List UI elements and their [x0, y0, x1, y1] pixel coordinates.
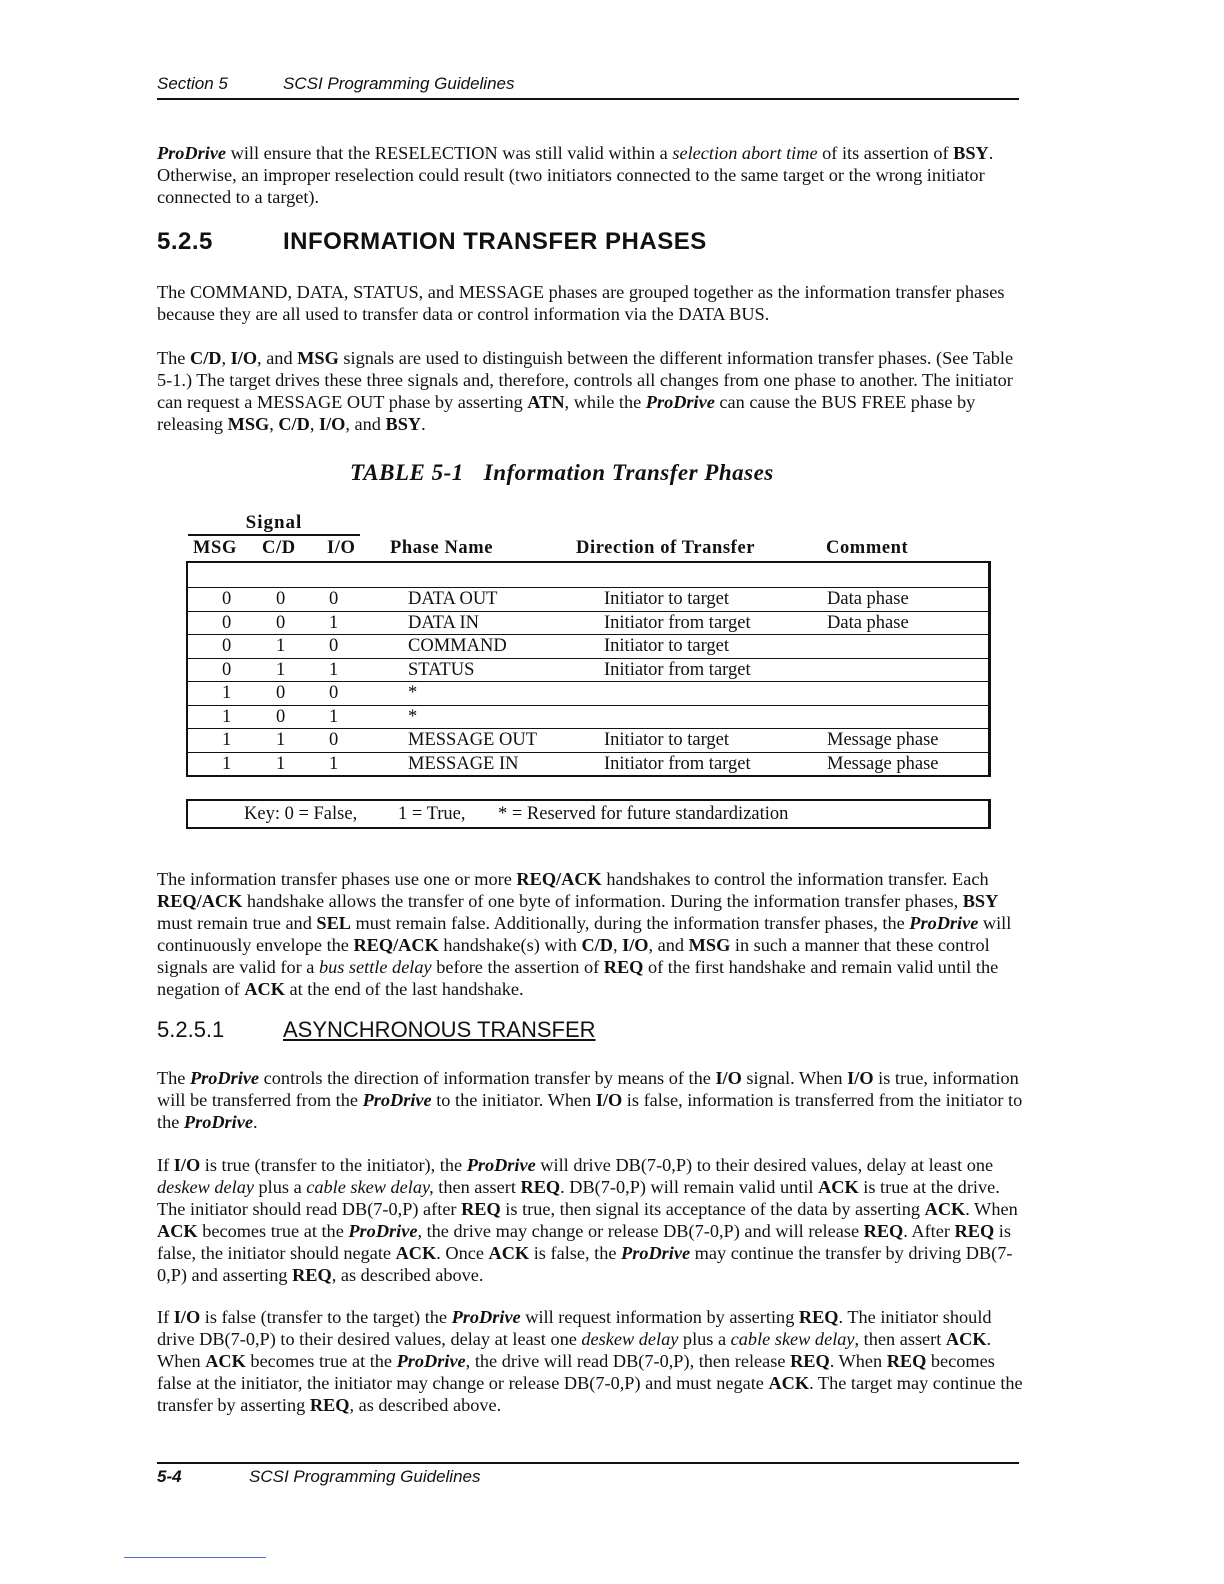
text-run: ,: [221, 348, 231, 368]
cell-phase: MESSAGE OUT: [408, 730, 537, 750]
cell-comment: Message phase: [827, 730, 939, 750]
cell-phase: STATUS: [408, 659, 475, 680]
cell-cd: 0: [276, 612, 286, 633]
text-run: signals are used to distinguish between the different information transfer phases. (See Table 5-1.) The target drives these three signals and, therefore, controls all changes from one phase to another. The initiator can request a MESSAGE OUT phase by asserting: [157, 348, 1014, 412]
text-run: BSY: [953, 143, 989, 163]
text-run: I/O: [595, 1090, 623, 1110]
cell-direction: Initiator to target: [604, 730, 730, 750]
text-run: in such a manner that these control signals are valid for a: [157, 935, 990, 977]
cell-cd: 1: [276, 659, 286, 680]
running-footer: [157, 1462, 1019, 1487]
cell-phase: MESSAGE IN: [408, 753, 519, 774]
cell-io: 1: [329, 706, 339, 727]
text-run: may continue the transfer by driving DB(7-0,P) and asserting: [157, 1243, 1013, 1285]
key-reserved: * = Reserved for future standardization: [498, 804, 789, 824]
header-title: SCSI Programming Guidelines: [283, 74, 515, 93]
text-run: will ensure that the RESELECTION was still valid within a: [226, 143, 673, 163]
text-run: ,: [269, 414, 279, 434]
text-run: . DB(7-0,P) will remain valid until: [560, 1177, 819, 1197]
text-run: I/O: [847, 1068, 874, 1088]
table-row: [188, 611, 988, 635]
text-run: . When: [829, 1351, 887, 1371]
text-run: must remain true and: [157, 913, 317, 933]
cell-io: 0: [329, 730, 339, 750]
cell-io: 1: [329, 612, 339, 633]
text-run: , as described above.: [349, 1395, 502, 1415]
text-run: . Once: [436, 1243, 489, 1263]
text-run: REQ: [520, 1177, 561, 1197]
text-run: ,: [309, 414, 319, 434]
text-run: is true, then signal its acceptance of the data by asserting: [500, 1199, 925, 1219]
col-header-phase: Phase Name: [390, 538, 494, 558]
cell-msg: 1: [222, 683, 232, 703]
text-run: ATN: [527, 392, 565, 412]
section-title: INFORMATION TRANSFER PHASES: [283, 228, 707, 255]
text-run: ACK: [157, 1221, 198, 1241]
text-run: is true, information will be transferred from the: [157, 1068, 1019, 1110]
text-run: deskew delay: [581, 1329, 679, 1349]
phase-table: [186, 561, 991, 777]
text-run: MSG: [227, 414, 270, 434]
cell-cd: 1: [276, 636, 286, 656]
col-header-direction: Direction of Transfer: [576, 538, 756, 558]
text-run: cable skew delay,: [306, 1177, 434, 1197]
col-header-io: I/O: [327, 538, 356, 558]
text-run: REQ/ACK: [516, 869, 602, 889]
text-run: ProDrive: [621, 1243, 691, 1263]
table-caption: [350, 460, 774, 486]
text-run: BSY: [962, 891, 999, 911]
text-run: REQ: [954, 1221, 995, 1241]
text-run: . When: [965, 1199, 1018, 1219]
text-run: If: [157, 1155, 174, 1175]
table-caption-number: TABLE 5-1: [350, 460, 464, 485]
cell-io: 0: [329, 683, 339, 703]
text-run: I/O: [230, 348, 258, 368]
text-run: ACK: [924, 1199, 966, 1219]
text-run: handshake allows the transfer of one byte of information. During the information transfer phases,: [242, 891, 963, 911]
text-run: REQ: [798, 1307, 839, 1327]
text-run: The information transfer phases use one or more: [157, 869, 517, 889]
async-paragraph-3: [157, 1306, 1027, 1416]
text-run: ACK: [395, 1243, 437, 1263]
col-header-msg: MSG: [193, 538, 237, 558]
text-run: is false, the initiator should negate: [157, 1221, 1011, 1263]
text-run: REQ/ACK: [353, 935, 439, 955]
async-paragraph-2: [157, 1154, 1027, 1286]
text-run: ACK: [768, 1373, 810, 1393]
cell-phase: DATA IN: [408, 612, 479, 633]
text-run: becomes false at the initiator, the initiator may change or release DB(7-0,P) and must negate: [157, 1351, 995, 1393]
col-header-cd: C/D: [262, 538, 296, 558]
intro-paragraph: [157, 142, 1027, 208]
text-run: selection abort time: [672, 143, 818, 163]
text-run: ProDrive: [909, 913, 979, 933]
text-run: The: [157, 348, 190, 368]
cell-phase: *: [408, 706, 418, 727]
text-run: is false, information is transferred from the initiator to the: [157, 1090, 1023, 1132]
key-false: Key: 0 = False,: [244, 804, 358, 824]
text-run: The: [157, 1068, 190, 1088]
table-row: [188, 587, 988, 611]
cell-cd: 0: [276, 706, 286, 727]
text-run: can cause the BUS FREE phase by releasing: [157, 392, 976, 434]
table-caption-title: Information Transfer Phases: [483, 460, 774, 485]
text-run: I/O: [173, 1155, 201, 1175]
text-run: ACK: [205, 1351, 246, 1371]
text-run: must remain false. Additionally, during the information transfer phases, the: [350, 913, 910, 933]
text-run: plus a: [678, 1329, 731, 1349]
text-run: , and: [257, 348, 298, 368]
text-run: I/O: [622, 935, 649, 955]
text-run: BSY: [385, 414, 422, 434]
text-run: is false (transfer to the target) the: [200, 1307, 452, 1327]
text-run: deskew delay: [157, 1177, 254, 1197]
text-run: plus a: [253, 1177, 307, 1197]
text-run: ACK: [488, 1243, 530, 1263]
text-run: handshake(s) with: [438, 935, 582, 955]
cell-phase: COMMAND: [408, 636, 507, 656]
text-run: . The initiator should drive DB(7-0,P) to their desired values, delay at least one: [157, 1307, 992, 1349]
text-run: . The target may continue the transfer by asserting: [157, 1373, 1023, 1415]
text-run: , and: [345, 414, 386, 434]
text-run: , the drive may change or release DB(7-0,P) and will release: [417, 1221, 864, 1241]
section-heading: [157, 228, 707, 256]
text-run: cable skew delay: [730, 1329, 855, 1349]
text-run: ProDrive: [451, 1307, 521, 1327]
text-run: .: [252, 1112, 258, 1132]
cell-phase: DATA OUT: [408, 589, 498, 609]
text-run: ProDrive: [190, 1068, 260, 1088]
text-run: then assert: [433, 1177, 521, 1197]
cell-msg: 1: [222, 706, 232, 727]
text-run: before the assertion of: [431, 957, 604, 977]
text-run: ,: [612, 935, 623, 955]
text-run: ProDrive: [183, 1112, 253, 1132]
cell-direction: Initiator from target: [604, 612, 751, 633]
cell-msg: 1: [222, 753, 232, 774]
text-run: will continuously envelope the: [157, 913, 1012, 955]
text-run: ProDrive: [645, 392, 715, 412]
text-run: , while the: [564, 392, 646, 412]
text-run: MSG: [297, 348, 339, 368]
text-run: ProDrive: [466, 1155, 536, 1175]
cell-direction: Initiator from target: [604, 753, 751, 774]
text-run: bus settle delay: [318, 957, 432, 977]
cell-direction: Initiator to target: [604, 636, 730, 656]
text-run: is true (transfer to the initiator), the: [200, 1155, 467, 1175]
table-spacer-row: [188, 563, 988, 587]
text-run: . After: [903, 1221, 955, 1241]
cell-cd: 1: [276, 753, 286, 774]
text-run: is false, the: [529, 1243, 622, 1263]
text-run: REQ: [790, 1351, 830, 1371]
text-run: C/D: [278, 414, 310, 434]
cell-direction: Initiator to target: [604, 589, 730, 609]
table-row: [188, 728, 988, 752]
cell-io: 1: [329, 659, 339, 680]
text-run: REQ/ACK: [157, 891, 243, 911]
text-run: ProDrive: [348, 1221, 418, 1241]
cell-comment: Data phase: [827, 589, 909, 609]
text-run: REQ: [309, 1395, 350, 1415]
cell-phase: *: [408, 683, 418, 703]
page-number: 5-4: [157, 1467, 182, 1486]
table-row: [188, 681, 988, 705]
section-number: 5.2.5: [157, 228, 213, 255]
text-run: , as described above.: [331, 1265, 484, 1285]
text-run: will request information by asserting: [520, 1307, 799, 1327]
page-edge-rule: [124, 1557, 266, 1558]
table-row: [188, 705, 988, 729]
text-run: ProDrive: [396, 1351, 466, 1371]
text-run: . When: [157, 1329, 992, 1371]
text-run: ACK: [818, 1177, 859, 1197]
handshake-paragraph: [157, 868, 1027, 1000]
table-row: [188, 752, 988, 776]
text-run: , then assert: [854, 1329, 946, 1349]
cell-io: 0: [329, 589, 339, 609]
cell-io: 1: [329, 753, 339, 774]
text-run: ProDrive: [157, 143, 227, 163]
table-row: [188, 634, 988, 658]
text-run: ACK: [244, 979, 285, 999]
text-run: REQ: [292, 1265, 332, 1285]
cell-msg: 0: [222, 636, 232, 656]
text-run: SEL: [316, 913, 351, 933]
cell-msg: 0: [222, 612, 232, 633]
text-run: signal. When: [741, 1068, 848, 1088]
cell-comment: Message phase: [827, 753, 939, 774]
text-run: REQ: [461, 1199, 501, 1219]
text-run: I/O: [318, 414, 346, 434]
footer-title: SCSI Programming Guidelines: [249, 1467, 481, 1486]
text-run: I/O: [715, 1068, 742, 1088]
text-run: I/O: [173, 1307, 201, 1327]
phases-paragraph: The COMMAND, DATA, STATUS, and MESSAGE phases are grouped together as the information transfer phases because they are all used to transfer data or control information via the DATA BUS.: [157, 282, 1005, 324]
cell-direction: Initiator from target: [604, 659, 751, 680]
text-run: If: [157, 1307, 174, 1327]
text-run: REQ: [886, 1351, 927, 1371]
text-run: becomes true at the: [197, 1221, 349, 1241]
text-run: is true at the drive. The initiator should read DB(7-0,P) after: [157, 1177, 1000, 1219]
cell-msg: 0: [222, 589, 232, 609]
text-run: to the initiator. When: [431, 1090, 596, 1110]
text-run: REQ: [863, 1221, 904, 1241]
text-run: .: [421, 414, 426, 434]
signals-paragraph: [157, 347, 1027, 435]
text-run: will drive DB(7-0,P) to their desired values, delay at least one: [535, 1155, 994, 1175]
text-run: C/D: [190, 348, 222, 368]
text-run: C/D: [581, 935, 613, 955]
text-run: handshakes to control the information transfer. Each: [601, 869, 989, 889]
text-run: controls the direction of information transfer by means of the: [259, 1068, 716, 1088]
text-run: , the drive will read DB(7-0,P), then release: [465, 1351, 791, 1371]
text-run: becomes true at the: [245, 1351, 397, 1371]
subsection-number: 5.2.5.1: [157, 1017, 225, 1042]
cell-msg: 1: [222, 730, 232, 750]
text-run: , and: [648, 935, 689, 955]
table-row: [188, 658, 988, 682]
cell-comment: Data phase: [827, 612, 909, 633]
subsection-title: ASYNCHRONOUS TRANSFER: [283, 1017, 596, 1042]
cell-cd: 1: [276, 730, 286, 750]
running-header: [157, 74, 1019, 100]
text-run: of the first handshake and remain valid until the negation of: [157, 957, 999, 999]
cell-cd: 0: [276, 589, 286, 609]
cell-io: 0: [329, 636, 339, 656]
cell-msg: 0: [222, 659, 232, 680]
cell-cd: 0: [276, 683, 286, 703]
text-run: MSG: [688, 935, 731, 955]
subsection-heading: [157, 1017, 596, 1043]
text-run: ACK: [945, 1329, 987, 1349]
text-run: of its assertion of: [817, 143, 954, 163]
text-run: ProDrive: [362, 1090, 432, 1110]
text-run: REQ: [603, 957, 644, 977]
key-true: 1 = True,: [398, 804, 466, 824]
signal-group-header: Signal: [188, 512, 360, 536]
text-run: . Otherwise, an improper reselection could result (two initiators connected to the same target or the wrong initiator connected to a target).: [157, 143, 994, 207]
header-section: Section 5: [157, 74, 228, 93]
text-run: at the end of the last handshake.: [284, 979, 524, 999]
async-paragraph-1: [157, 1067, 1027, 1133]
table-key: [186, 799, 991, 829]
col-header-comment: Comment: [826, 538, 909, 558]
